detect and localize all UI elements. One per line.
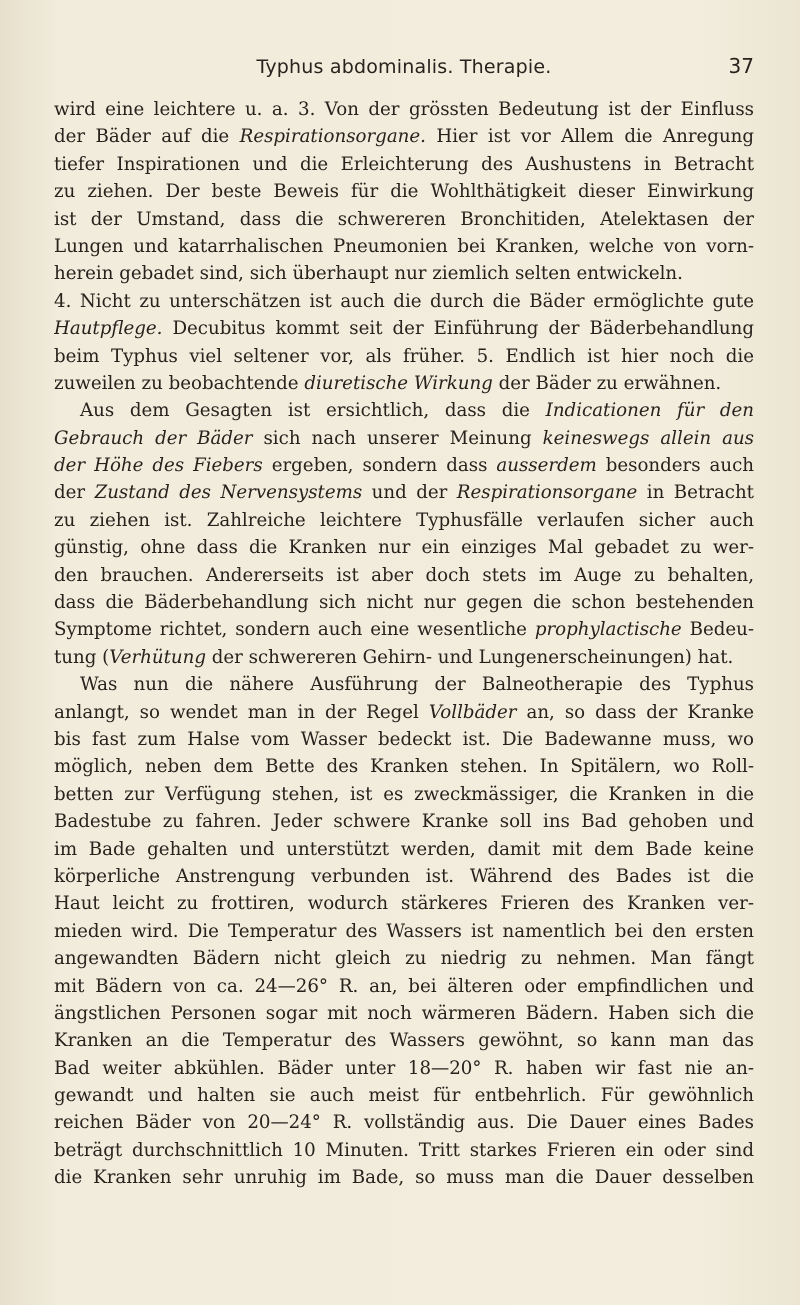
italic-segment: prophylactische xyxy=(534,619,682,641)
text-line xyxy=(54,151,754,178)
italic-segment: Zustand des Nervensystems xyxy=(94,482,363,504)
body-text xyxy=(54,96,754,1192)
page-number: 37 xyxy=(728,54,754,78)
text-line xyxy=(54,671,754,698)
text-line xyxy=(54,1109,754,1136)
text-segment: der xyxy=(54,482,95,504)
italic-segment: diuretische Wirkung xyxy=(304,372,493,394)
text-segment: herein gebadet sind, sich überhaupt nur ziemlich selten entwickeln. xyxy=(54,263,683,285)
italic-segment: Verhütung xyxy=(109,646,206,668)
text-line xyxy=(54,96,754,123)
italic-segment: Hautpflege. xyxy=(54,318,163,340)
text-segment: im Bade gehalten und unterstützt werden, damit mit dem Bade keine xyxy=(54,838,754,860)
text-line xyxy=(54,1000,754,1027)
text-segment: Bedeu- xyxy=(681,619,754,641)
text-line xyxy=(54,315,754,342)
text-segment: in Betracht xyxy=(637,482,754,504)
text-segment: angewandten Bädern nicht gleich zu niedrig zu nehmen. Man fängt xyxy=(54,948,754,970)
text-segment: tung ( xyxy=(54,646,110,668)
italic-segment: Respirationsorgane. xyxy=(239,126,426,148)
text-segment: mit Bädern von ca. 24—26° R. an, bei älteren oder empfindlichen und xyxy=(54,975,754,997)
text-segment: ist der Umstand, dass die schwereren Bronchitiden, Atelektasen der xyxy=(54,208,754,230)
text-segment: Was nun die nähere Ausführung der Balneotherapie des Typhus xyxy=(80,674,754,696)
text-line xyxy=(54,1082,754,1109)
text-line xyxy=(54,452,754,479)
text-segment: günstig, ohne dass die Kranken nur ein einziges Mal gebadet zu wer- xyxy=(54,537,754,559)
text-line xyxy=(54,562,754,589)
text-line xyxy=(54,753,754,780)
text-segment: Hier ist vor Allem die Anregung xyxy=(425,126,754,148)
text-line xyxy=(54,288,754,315)
text-line xyxy=(54,425,754,452)
text-line xyxy=(54,123,754,150)
text-segment: dass die Bäderbehandlung sich nicht nur gegen die schon bestehenden xyxy=(54,592,754,614)
text-segment: den brauchen. Andererseits ist aber doch stets im Auge zu behalten, xyxy=(54,564,754,586)
text-line xyxy=(54,507,754,534)
text-segment: wird eine leichtere u. a. 3. Von der grössten Bedeutung ist der Einfluss xyxy=(54,99,754,120)
text-line xyxy=(54,644,754,671)
text-line xyxy=(54,1055,754,1082)
text-segment: anlangt, so wendet man in der Regel xyxy=(54,701,429,723)
text-line xyxy=(54,1027,754,1054)
text-segment: zuweilen zu beobachtende xyxy=(54,372,305,394)
text-line xyxy=(54,260,754,287)
text-line xyxy=(54,534,754,561)
text-segment: die Kranken sehr unruhig im Bade, so muss man die Dauer desselben xyxy=(54,1167,754,1189)
text-line xyxy=(54,370,754,397)
text-line xyxy=(54,973,754,1000)
text-segment: betten zur Verfügung stehen, ist es zweckmässiger, die Kranken in die xyxy=(54,783,754,805)
running-title: Typhus abdominalis. Therapie. xyxy=(256,56,552,78)
text-segment: an, so dass der Kranke xyxy=(516,701,754,723)
text-segment: und der xyxy=(362,482,457,504)
text-line xyxy=(54,699,754,726)
text-segment: 4. Nicht zu unterschätzen ist auch die durch die Bäder ermöglichte gute xyxy=(54,290,754,312)
italic-segment: ausserdem xyxy=(496,455,597,477)
text-segment: Decubitus kommt seit der Einführung der Bäderbehandlung xyxy=(162,318,754,340)
text-line xyxy=(54,863,754,890)
text-line xyxy=(54,479,754,506)
text-segment: mieden wird. Die Temperatur des Wassers ist namentlich bei den ersten xyxy=(54,920,754,942)
text-segment: gewandt und halten sie auch meist für entbehrlich. Für gewöhnlich xyxy=(54,1085,754,1107)
text-segment: Kranken an die Temperatur des Wassers gewöhnt, so kann man das xyxy=(54,1030,754,1052)
text-segment: Haut leicht zu frottiren, wodurch stärkeres Frieren des Kranken ver- xyxy=(54,893,754,915)
text-line xyxy=(54,343,754,370)
text-line xyxy=(54,1164,754,1191)
text-line xyxy=(54,178,754,205)
text-line xyxy=(54,233,754,260)
text-line xyxy=(54,918,754,945)
text-segment: Bad weiter abkühlen. Bäder unter 18—20° R. haben wir fast nie an- xyxy=(54,1057,754,1079)
italic-segment: Vollbäder xyxy=(428,701,517,723)
italic-segment: Respirationsorgane xyxy=(456,482,638,504)
text-segment: reichen Bäder von 20—24° R. vollständig aus. Die Dauer eines Bades xyxy=(54,1112,754,1134)
text-segment: der schwereren Gehirn- und Lungenerscheinungen) hat. xyxy=(206,646,734,668)
italic-segment: der Höhe des Fiebers xyxy=(54,455,263,477)
text-line xyxy=(54,945,754,972)
text-segment: Lungen und katarrhalischen Pneumonien bei Kranken, welche von vorn- xyxy=(54,235,754,257)
text-segment: ergeben, sondern dass xyxy=(262,455,497,477)
text-line xyxy=(54,589,754,616)
text-segment: ängstlichen Personen sogar mit noch wärmeren Bädern. Haben sich die xyxy=(54,1002,754,1024)
text-segment: beim Typhus viel seltener vor, als früher. 5. Endlich ist hier noch die xyxy=(54,345,754,367)
text-line xyxy=(54,890,754,917)
text-segment: zu ziehen. Der beste Beweis für die Wohlthätigkeit dieser Einwirkung xyxy=(54,181,754,203)
italic-segment: Gebrauch der Bäder xyxy=(54,427,253,449)
text-segment: Symptome richtet, sondern auch eine wesentliche xyxy=(54,619,535,641)
text-line xyxy=(54,781,754,808)
text-segment: zu ziehen ist. Zahlreiche leichtere Typhusfälle verlaufen sicher auch xyxy=(54,509,754,531)
text-segment: sich nach unserer Meinung xyxy=(252,427,543,449)
text-line xyxy=(54,397,754,424)
text-segment: Badestube zu fahren. Jeder schwere Kranke soll ins Bad gehoben und xyxy=(54,811,754,833)
text-segment: möglich, neben dem Bette des Kranken stehen. In Spitälern, wo Roll- xyxy=(54,756,754,778)
text-segment: besonders auch xyxy=(596,455,754,477)
text-line xyxy=(54,726,754,753)
text-line xyxy=(54,616,754,643)
text-segment: körperliche Anstrengung verbunden ist. Während des Bades ist die xyxy=(54,865,754,887)
italic-segment: keineswegs allein aus xyxy=(542,427,754,449)
text-segment: der Bäder zu erwähnen. xyxy=(492,372,722,394)
italic-segment: Indicationen für den xyxy=(545,400,754,422)
text-line xyxy=(54,808,754,835)
text-segment: tiefer Inspirationen und die Erleichterung des Aushustens in Betracht xyxy=(54,153,754,175)
text-line xyxy=(54,1137,754,1164)
page-header xyxy=(54,52,754,82)
text-segment: beträgt durchschnittlich 10 Minuten. Tritt starkes Frieren ein oder sind xyxy=(54,1139,754,1161)
text-segment: bis fast zum Halse vom Wasser bedeckt ist. Die Badewanne muss, wo xyxy=(54,728,754,750)
text-line xyxy=(54,836,754,863)
text-segment: Aus dem Gesagten ist ersichtlich, dass die xyxy=(80,400,546,422)
text-line xyxy=(54,206,754,233)
text-segment: der Bäder auf die xyxy=(54,126,240,148)
